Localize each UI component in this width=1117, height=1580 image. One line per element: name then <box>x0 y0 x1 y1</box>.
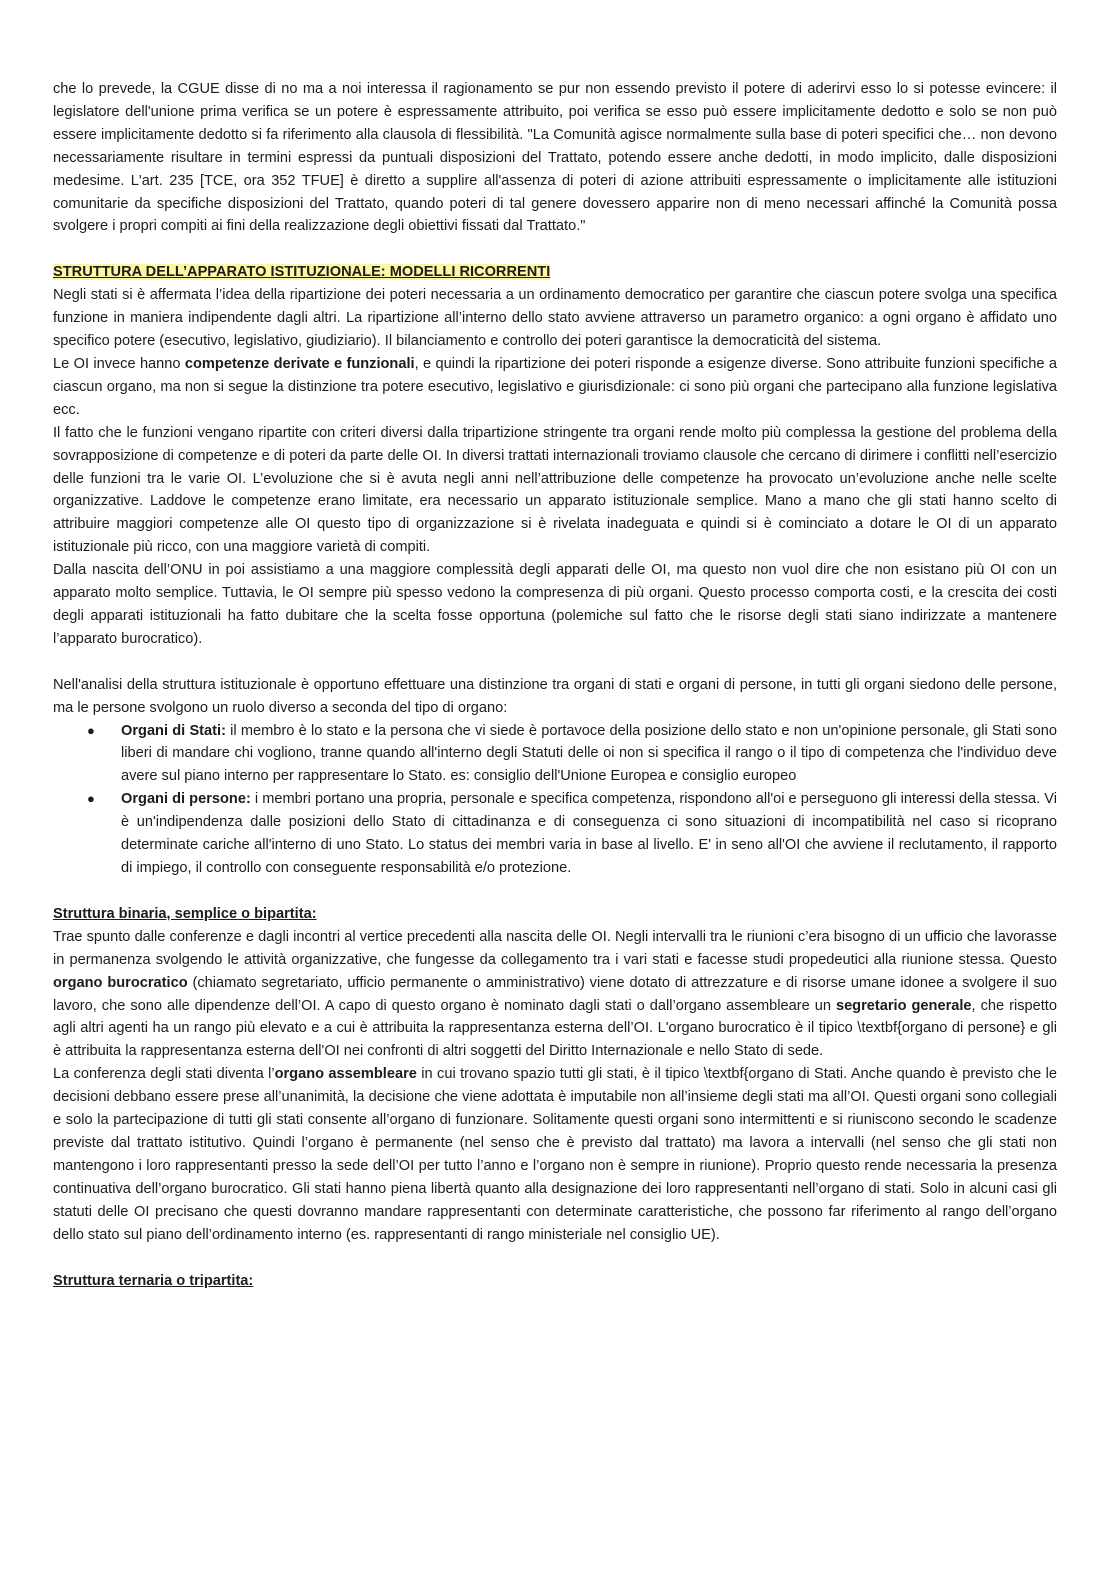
bold-term-organo-burocratico: organo burocratico <box>53 974 188 991</box>
bold-term-segretario-generale: segretario generale <box>835 997 972 1014</box>
list-item-organi-di-persone <box>87 788 1057 880</box>
section-heading-ternary-structure: Struttura ternaria o tripartita: <box>53 1272 254 1289</box>
bullet-icon: ● <box>87 722 95 738</box>
section-heading-binary-structure: Struttura binaria, semplice o bipartita: <box>53 905 317 922</box>
text-run: , e quindi la ripartizione dei poteri risponde a esigenze diverse. Sono attribuite funzioni specifiche a ciascun organo, ma non si segue la distinzione tra potere esecutivo, legislativo e giurisdizionale: ci sono più organi che partecipano alla funzione legislativa ecc. <box>53 355 1057 418</box>
paragraph-onu-complexity: Dalla nascita dell’ONU in poi assistiamo a una maggiore complessità degli apparati delle OI, ma questo non vuol dire che non esistano più OI con un apparato molto semplice. Tuttavia, le OI sempre più spesso vedono la compresenza di più organi. Questo processo comporta costi, e la crescita dei costi degli apparati istituzionali ha fatto dubitare che la scelta fosse opportuna (polemiche sul fatto che le risorse degli stati siano indirizzate a mantenere l’apparato burocratico). <box>53 562 1057 647</box>
text-run: , che rispetto agli altri agenti ha un rango più elevato e a cui è attribuita la rappresentanza esterna dell’OI. L'organo burocratico è il tipico \textbf{organo di persone} e gli è attribuita la rappresentanza esterna dell'OI nei confronti di altri soggetti del Diritto Internazionale e nello Stato di sede. <box>53 997 1057 1060</box>
text-run: Trae spunto dalle conferenze e dagli incontri al vertice precedenti alla nascita delle OI. Negli intervalli tra le riunioni c’era bisogno di un ufficio che lavorasse in permanenza svolgendo le attività organizzative, che fungesse da collegamento tra i vari stati e facesse studi propedeutici alla riunione stessa. Questo <box>53 928 1057 968</box>
text-run: (chiamato segretariato, ufficio permanente o amministrativo) viene dotato di attrezzature e di risorse umane idonee a svolgere il suo lavoro, che sono alle dipendenze dell’OI. A capo di questo organo è nominato dagli stati o dall’organo assembleare un <box>53 974 1057 1014</box>
paragraph-oi-competences <box>53 353 1057 422</box>
bold-term-organo-assembleare: organo assembleare <box>274 1066 417 1083</box>
text-run: in cui trovano spazio tutti gli stati, è il tipico \textbf{organo di Stati. Anche quando è previsto che le decisioni debbano essere prese all’unanimità, la decisione che viene adottata è imputabile non all’insieme degli stati ma all’OI. Questi organi sono collegiali e solo la partecipazione di tutti gli stati consente all’organo di funzionare. Solitamente questi organi sono intermittenti e si riuniscono secondo le scadenze previste dal trattato istitutivo. Quindi l’organo è permanente (nel senso che è previsto dal trattato) ma lavora a intervalli (nel senso che gli stati non mantengono i loro rappresentanti presso la sede dell’OI per tutto l’anno e l’organo non è sempre in riunione). Proprio questo rende necessaria la presenza continuativa dell’organo burocratico. Gli stati hanno piena libertà quanto alla designazione dei loro rappresentanti nell’organo di stati. Solo in alcuni casi gli statuti delle OI precisano che questi dovranno mandare rappresentanti con determinate caratteristiche, che possono far riferimento al rango dell’organo dello stato sul piano dell’ordinamento interno (es. rappresentanti di rango ministeriale nel consiglio UE). <box>53 1066 1057 1243</box>
list-item-organi-di-stati <box>87 720 1058 789</box>
paragraph-organ-distinction: Nell'analisi della struttura istituzionale è opportuno effettuare una distinzione tra organi di stati e organi di persone, in tutti gli organi siedono delle persone, ma le persone svolgono un ruolo diverso a seconda del tipo di organo: <box>53 676 1057 716</box>
paragraph-bureaucratic-organ <box>53 926 1057 1063</box>
bullet-term: Organi di Stati: <box>121 722 226 739</box>
text-run: La conferenza degli stati diventa l’ <box>53 1066 275 1083</box>
organ-types-list <box>53 720 1057 880</box>
bullet-text: il membro è lo stato e la persona che vi siede è portavoce della posizione dello stato e non un'opinione personale, gli Stati sono liberi di mandare chi vogliono, tranne quando all'interno degli Statuti delle oi non si specifica il rango o il tipo di competenza che l'individuo deve avere sul piano interno per rappresentare lo Stato. es: consiglio dell'Unione Europea e consiglio europeo <box>121 722 1058 785</box>
paragraph-overlap-competences: Il fatto che le funzioni vengano ripartite con criteri diversi dalla tripartizione stringente tra organi rende molto più complessa la gestione del problema della sovrapposizione di competenze e di poteri da parte delle OI. In diversi trattati internazionali troviamo clausole che cercano di dirimere i conflitti nell’esercizio delle funzioni tra le varie OI. L’evoluzione che si è avuta negli anni nell’attribuzione delle competenze ha provocato un’evoluzione anche nelle scelte organizzative. Laddove le competenze erano limitate, era necessario un apparato istituzionale semplice. Mano a mano che gli stati hanno scelto di attribuire maggiori competenze alle OI questo tipo di organizzazione si è rivelata inadeguata e quindi si è cominciato a dotare le OI di un apparato istituzionale più ricco, con una maggiore varietà di compiti. <box>53 424 1057 556</box>
text-run: Le OI invece hanno <box>53 355 185 372</box>
paragraph-separation-of-powers: Negli stati si è affermata l’idea della ripartizione dei poteri necessaria a un ordinamento democratico per garantire che ciascun potere svolga una specifica funzione in maniera indipendente dagli altri. La ripartizione all’interno dello stato avviene attraverso un parametro organico: a ogni organo è affidato uno specifico potere (esecutivo, legislativo, giudiziario). Il bilanciamento e controllo dei poteri garantisce la democraticità del sistema. <box>53 287 1057 350</box>
highlighted-heading-text: STRUTTURA DELL’APPARATO ISTITUZIONALE: MODELLI RICORRENTI <box>53 264 551 281</box>
bold-term-competenze: competenze derivate e funzionali <box>184 355 415 372</box>
bullet-icon: ● <box>87 791 95 807</box>
document-page <box>53 78 1057 1292</box>
bullet-text: i membri portano una propria, personale e specifica competenza, rispondono all'oi e perseguono gli interessi della stessa. Vi è un'indipendenza dalle posizioni dello Stato di cittadinanza e di conseguenza ci sono situazioni di incompatibilità nel caso si ricoprano determinate cariche all'interno di uno Stato. Lo status dei membri varia in base al livello. E' in seno all'OI che avviene il reclutamento, il rapporto di impiego, il controllo con conseguente responsabilità e/o protezione. <box>121 791 1057 876</box>
section-heading-institutional-structure <box>53 261 1057 284</box>
intro-paragraph: che lo prevede, la CGUE disse di no ma a noi interessa il ragionamento se pur non essendo previsto il potere di aderirvi esso lo si potesse evincere: il legislatore dell'unione prima verifica se un potere è espressamente attribuito, poi verifica se esso può essere implicitamente dedotto e solo se non può essere implicitamente dedotto si fa riferimento alla clausola di flessibilità. "La Comunità agisce normalmente sulla base di poteri specifici che… non devono necessariamente risultare in termini espressi da puntuali disposizioni del Trattato, potendo essere anche dedotti, in modo implicito, dalle disposizioni medesime. L'art. 235 [TCE, ora 352 TFUE] è diretto a supplire all'assenza di poteri di azione attribuiti espressamente o implicitamente alle istituzioni comunitarie da specifiche disposizioni del Trattato, quando poteri di tal genere dovessero apparire non di meno necessari affinché la Comunità possa svolgere i propri compiti ai fini della realizzazione degli obiettivi fissati dal Trattato." <box>53 81 1057 235</box>
bullet-term: Organi di persone: <box>121 791 251 808</box>
paragraph-assembly-organ <box>53 1063 1057 1246</box>
